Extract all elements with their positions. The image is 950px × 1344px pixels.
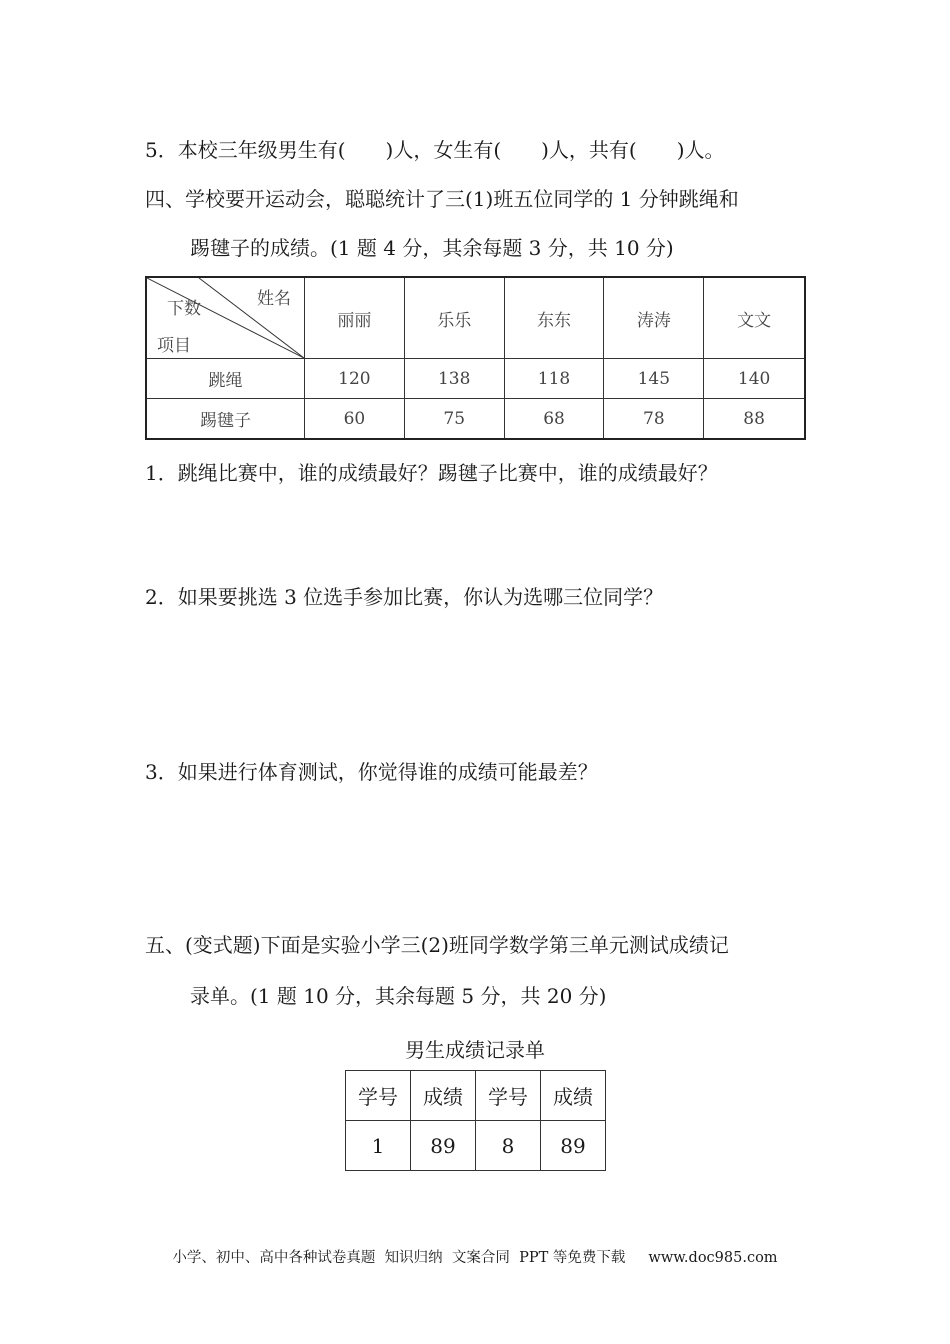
value-cell: 60 — [305, 399, 405, 440]
header-cell: 成绩 — [411, 1071, 476, 1121]
value-cell: 78 — [604, 399, 704, 440]
section-4-heading-cont: 踢毽子的成绩。(1 题 4 分，其余每题 3 分，共 10 分) — [190, 236, 674, 260]
row-label: 踢毽子 — [146, 399, 305, 440]
table-row — [346, 1121, 606, 1171]
question-1: 1．跳绳比赛中，谁的成绩最好？踢毽子比赛中，谁的成绩最好？ — [145, 461, 718, 485]
value-cell: 120 — [305, 359, 405, 399]
corner-label-count: 下数 — [167, 299, 201, 319]
question-5: 5．本校三年级男生有( )人，女生有( )人，共有( )人。 — [145, 138, 725, 162]
diagonal-header-cell — [146, 277, 305, 359]
value-cell: 75 — [404, 399, 504, 440]
value-cell: 89 — [411, 1121, 476, 1171]
score-table — [145, 276, 806, 440]
boys-table-title: 男生成绩记录单 — [405, 1038, 545, 1062]
value-cell: 89 — [541, 1121, 606, 1171]
section-5-heading-cont: 录单。(1 题 10 分，其余每题 5 分，共 20 分) — [190, 984, 607, 1008]
row-label: 跳绳 — [146, 359, 305, 399]
value-cell: 8 — [476, 1121, 541, 1171]
name-cell: 涛涛 — [604, 277, 704, 359]
header-cell: 学号 — [346, 1071, 411, 1121]
name-cell: 乐乐 — [404, 277, 504, 359]
header-cell: 学号 — [476, 1071, 541, 1121]
table-row — [146, 359, 805, 399]
value-cell: 138 — [404, 359, 504, 399]
name-cell: 东东 — [504, 277, 604, 359]
footer-text: 小学、初中、高中各种试卷真题 知识归纳 文案合同 PPT 等免费下载 www.doc985.com — [172, 1250, 778, 1266]
value-cell: 140 — [704, 359, 805, 399]
value-cell: 1 — [346, 1121, 411, 1171]
value-cell: 68 — [504, 399, 604, 440]
value-cell: 88 — [704, 399, 805, 440]
name-cell: 文文 — [704, 277, 805, 359]
table-header-row — [146, 277, 805, 359]
section-5-heading: 五、(变式题)下面是实验小学三(2)班同学数学第三单元测试成绩记 — [145, 933, 729, 957]
section-4-heading: 四、学校要开运动会，聪聪统计了三(1)班五位同学的 1 分钟跳绳和 — [145, 187, 739, 211]
corner-label-name: 姓名 — [257, 289, 291, 309]
table-row — [146, 399, 805, 440]
boys-score-table — [345, 1070, 606, 1171]
header-cell: 成绩 — [541, 1071, 606, 1121]
value-cell: 118 — [504, 359, 604, 399]
value-cell: 145 — [604, 359, 704, 399]
question-3: 3．如果进行体育测试，你觉得谁的成绩可能最差？ — [145, 760, 598, 784]
question-2: 2．如果要挑选 3 位选手参加比赛，你认为选哪三位同学？ — [145, 585, 664, 609]
corner-label-item: 项目 — [157, 336, 191, 356]
table-header-row — [346, 1071, 606, 1121]
name-cell: 丽丽 — [305, 277, 405, 359]
